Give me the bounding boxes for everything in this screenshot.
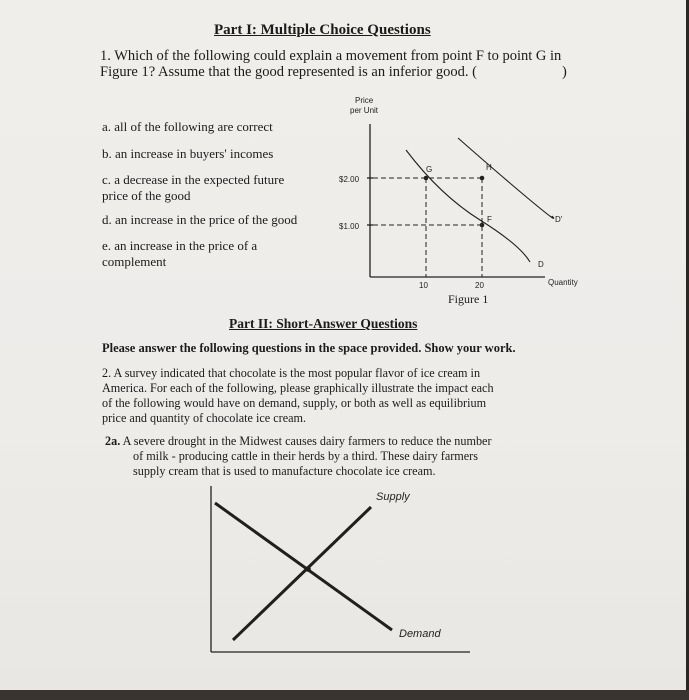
- question2-line2: America. For each of the following, please graphically illustrate the impact each: [102, 381, 494, 395]
- question2a-line1-text: A severe drought in the Midwest causes dairy farmers to reduce the number: [120, 434, 492, 448]
- point-f-label: F: [487, 215, 492, 224]
- option-c-line2: price of the good: [102, 188, 191, 203]
- equilibrium-point: [305, 566, 311, 572]
- supply-line: [233, 507, 371, 640]
- question2-line3: of the following would have on demand, supply, or both as well as equilibrium: [102, 396, 487, 410]
- desk-edge: [0, 690, 689, 700]
- question1-answer-close: ): [562, 64, 567, 80]
- option-d: d. an increase in the price of the good: [102, 212, 298, 227]
- y-axis-title-line1: Price: [355, 96, 374, 105]
- question2a-line2: of milk - producing cattle in their herds by a third. These dairy farmers: [133, 449, 478, 463]
- x-axis-title: Quantity: [548, 278, 578, 287]
- option-a: a. all of the following are correct: [102, 119, 273, 134]
- part1-title: Part I: Multiple Choice Questions: [214, 22, 431, 38]
- option-c-line1: c. a decrease in the expected future: [102, 172, 285, 187]
- supply-label: Supply: [376, 491, 410, 503]
- option-e-line1: e. an increase in the price of a: [102, 238, 258, 253]
- demand-label: Demand: [399, 628, 441, 640]
- price-label-2: $2.00: [339, 175, 360, 184]
- question2a-line3: supply cream that is used to manufacture chocolate ice cream.: [133, 464, 436, 478]
- question1-line2: Figure 1? Assume that the good represented is an inferior good. (: [100, 64, 477, 80]
- curve-d-prime-label: D': [555, 215, 563, 224]
- part2-title: Part II: Short-Answer Questions: [229, 316, 418, 331]
- price-label-1: $1.00: [339, 222, 360, 231]
- demand-line: [215, 503, 392, 630]
- question2a-label: 2a.: [105, 434, 121, 448]
- y-axis-title-line2: per Unit: [350, 106, 379, 115]
- question1-line1: 1. Which of the following could explain a movement from point F to point G in: [100, 48, 562, 64]
- option-b: b. an increase in buyers' incomes: [102, 146, 274, 161]
- part2-instructions: Please answer the following questions in the space provided. Show your work.: [102, 341, 516, 355]
- question2-line4: price and quantity of chocolate ice cream.: [102, 411, 307, 425]
- qty-label-20: 20: [475, 281, 484, 290]
- point-g-label: G: [426, 165, 433, 174]
- figure1-caption: Figure 1: [448, 292, 489, 306]
- option-e-line2: complement: [102, 254, 167, 269]
- curve-d-label: D: [538, 260, 544, 269]
- question2-line1: 2. A survey indicated that chocolate is the most popular flavor of ice cream in: [102, 366, 481, 380]
- qty-label-10: 10: [419, 281, 428, 290]
- point-h-label: H: [486, 163, 492, 172]
